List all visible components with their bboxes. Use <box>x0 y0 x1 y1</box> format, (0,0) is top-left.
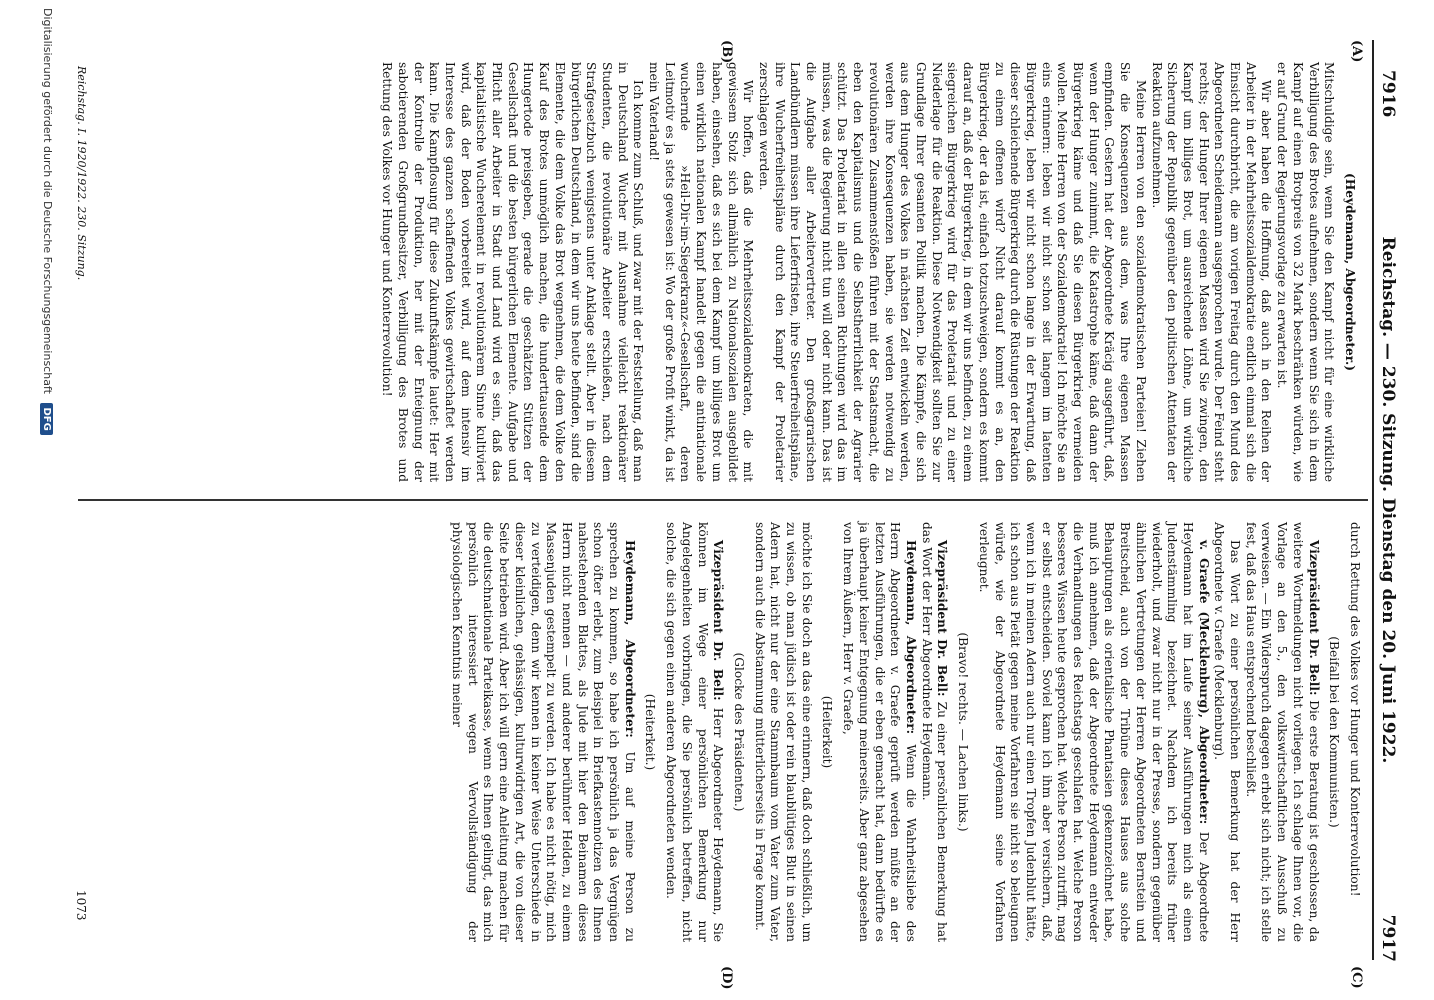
speech-text: Wenn die Wahrheitsliebe des Herrn Abgeordneten v. Graefe geprüft werden müßte an der letzten Ausführungen, die er eben gemacht hat, dann bedürfte es ja überhaupt keiner Entgegnung meinerseits. Aber ganz abgesehen von Ihrem Äußern, Herr v. Graefe, <box>841 522 919 943</box>
speech-text: Herr Abgeordneter Heydemann, Sie können im Wege einer persönlichen Bemerkung nur Angelegenheiten vorbringen, die Sie persönlich betreffen, nicht solche, die sich gegen einen anderen Abgeordneten wenden. <box>664 522 726 943</box>
speaker-name: Vizepräsident Dr. Bell: <box>935 540 950 697</box>
margin-letter-a: (A) <box>1349 40 1364 63</box>
footer-page-number: 1073 <box>74 890 88 921</box>
paragraph: Meine Herren von den sozialdemokratischen Parteien! Ziehen Sie die Konsequenzen aus dem, was Ihre eigenen Massen empfinden. Gestern hat der Abgeordnete Kräcig ausgeführt, daß, wenn der Hunger zunimmt, die Katastrophe käme, daß dann der Bürgerkrieg käme und daß Sie diesen Bürgerkrieg vermeiden wollen. Meine Herren von der Sozialdemokratie! Ich möchte Sie an eins erinnern: leben wir nicht schon seit langem im latenten Bürgerkrieg, leben wir nicht schon lange in der Erwartung, daß dieser schleichende Bürgerkrieg durch die Rüstungen der Reaktion zu einem offenen wird? Nicht darauf kommt es an, den Bürgerkrieg, der da ist, einfach totzuschweigen, sondern es kommt darauf an, daß der Bürgerkrieg, in dem wir uns befinden, zu einem siegreichen Bürgerkrieg wird für das Proletariat und zu einer Niederlage für die Reaktion. Diese Notwendigkeit sollten Sie zur Grundlage Ihrer gesamten Politik machen. Die Kämpfe, die sich aus dem Hunger des Volkes in nächsten Zeit entwickeln werden, werden ihre Konsequenzen haben, sie werden notwendig zu revolutionären Zusammenstößen führen mit der Staatsmacht, die eben den Kapitalismus und die Selbstherrlichkeit der Agrarier schützt. Das Proletariat in allen seinen Richtungen wird das im müssen, was die Regierung nicht tun will oder nicht kann. Das ist die Aufgabe aller Arbeitervertreter. Den großagrarischen Landbündlern müssen ihre Lieferfristen, ihre Steuerfreiheitspläne, ihre Wucherfreiheitspläne durch den Kampf der Proletarier zerschlagen werden. <box>756 62 1148 482</box>
paragraph: möchte ich Sie doch an das eine erinnern, daß doch schließlich, um zu wissen, ob man jüdisch ist oder rein blaublütiges Blut in seinen Adern hat, nicht nur der eine Stammbaum vom Vater zum Vater, sondern auch die Abstammung mütterlicherseits in Frage kommt. <box>752 522 814 942</box>
margin-letter-b: (B) <box>719 40 734 64</box>
running-speaker: (Heydemann, Abgeordneter.) <box>1343 172 1357 372</box>
reaction: (Glocke des Präsidenten.) <box>731 652 746 812</box>
speech-text: Um auf meine Person zu sprechen zu kommen, so habe ich persönlich ja das Vergnügen schon öfter erlebt, zum Beispiel in Briefkastennotizen des Ihnen nahestehenden Blattes, als Jude mit hier den Beinamen dieses Herrn nicht nennen — und anderer berühmter Helden, zu einem Massenjuden gestempelt zu werden. Ich habe es nicht nötig, mich zu verteidigen, denn wir kennen in keiner Weise Unterschiede in dieser kleinlichen, gehässigen, kulturwidrigen Art, die von dieser Seite betrieben wird. Aber ich will gern eine Anleitung machen für die deutschnationale Parteikasse, wenn es Ihnen gelingt, das mich persönlich interessiert wegen Vervollständigung der physiologischen Kenntnis meiner <box>450 522 637 942</box>
paragraph: Ich komme zum Schluß, und zwar mit der Feststellung, daß man in Deutschland Wucher mit Ausnahme vielleicht reaktionärer Studenten, die revolutionäre Arbeiter erschießen, nach dem Strafgesetzbuch wenigstens unter Anklage stellt. Aber in diesem bürgerlichen Deutschland, in dem wir uns heute befinden, sind die Elemente, die dem Volke das Brot wegnehmen, die dem Volke den Kauf des Brotes unmöglich machen, die hunderttausende dem Hungertode preisgeben, gerade die geschätzten Stützen der Gesellschaft und die besten bürgerlichen Elemente. Aufgabe und Pflicht aller Arbeiter in Stadt und Land wird es sein, daß das kapitalistische Wucherelement in revolutionärem Sinne kultiviert wird, daß der Boden vorbereitet wird, auf dem intensiv im Interesse des ganzen schaffenden Volkes gewirtschaftet werden kann. Die Kampflosung für diese Zukunftskämpfe lautet: Her mit der Kontrolle der Produktion, her mit der Enteignung der sabotierenden Großgrundbesitzer, Verbilligung des Brotes und Rettung des Volkes vor Hunger und Konterrevolution! <box>380 62 646 482</box>
paragraph: Wir aber haben die Hoffnung, daß auch in den Reihen der Arbeiter in der Mehrheitssozialdemokratie endlich einmal sich die Einsicht durchbricht, die am vorigen Freitag durch den Mund des Abgeordneten Scheidemann ausgesprochen wurde. Der Feind steht rechts; der Hunger Ihrer eigenen Massen wird Sie zwingen, den Kampf um billiges Brot, um ausreichende Löhne, um wirkliche Sicherung der Republik gegenüber den politischen Attentaten der Reaktion aufzunehmen. <box>1149 62 1274 482</box>
speaker-name: Vizepräsident Dr. Bell: <box>711 540 726 701</box>
reaction: (Beifall bei den Kommunisten.) <box>1327 636 1342 828</box>
digitization-text: Digitalisierung gefördert durch die Deutsche Forschungsgemeinschaft <box>41 8 54 394</box>
speaker-name: Heydemann, Abgeordneter: <box>622 540 637 738</box>
paragraph: Wir hoffen, daß die Mehrheitssozialdemokraten, die mit gewissem Stolz sich allmählich zu Nationalsozialen ausgebildet haben, einsehen, daß es sich bei dem Kampf um billiges Brot um einen wirklich nationalen Kampf handelt gegen die antinationale wuchernde »Heil-Dir-im-Siegerkranz«-Gesellschaft, deren Leitmotiv es ja stets gewesen ist: Wo der große Profit winkt, da ist mein Vaterland! <box>647 62 756 482</box>
left-page-number: 7916 <box>1378 70 1398 118</box>
left-column <box>378 62 1362 482</box>
digitization-note <box>40 8 54 435</box>
paragraph: Das Wort zu einer persönlichen Bemerkung hat der Herr Abgeordnete v. Graefe (Mecklenburg). <box>1212 522 1243 942</box>
margin-letter-c: (C) <box>1349 966 1364 989</box>
paragraph: durch Rettung des Volkes vor Hunger und Konterrevolution! <box>1348 522 1362 897</box>
speech-text: Zu einer persönlichen Bemerkung hat das Wort der Herr Abgeordnete Heydemann. <box>919 522 950 942</box>
speaker-name: Heydemann, Abgeordneter: <box>904 540 919 735</box>
speech-text: Der Abgeordnete Heydemann hat im Laufe seiner Ausführungen mich als einen Judenstämmling bezeichnet. Nachdem ich bereits früher wiederholt, und zwar nicht nur in der Presse, sondern gegenüber ähnlichen Vertretungen der Herren Abgeordneten Bernstein und Breitscheid, auch von der Tribüne dieses Hauses aus solche Behauptungen als orientalische Phantasien gekennzeichnet habe, muß ich annehmen, daß der Abgeordnete Heydemann entweder die Verhandlungen des Reichstags geschlafen hat. Welche Person besseres Wissen heute gesprochen hat. Welche Person zutrifft, mag er selbst entscheiden. Soviel kann ich ihm aber versichern, daß, wenn ich in meinen Adern auch nur einen Tropfen Judenblut hätte, ich schon aus Pietät gegen meine Vorfahren sie nicht so beleugnen würde, wie der Abgeordnete Heydemann seine Vorfahren verleugnet. <box>976 522 1211 942</box>
reaction: (Heiterkeit.) <box>643 693 658 771</box>
right-column <box>448 522 1362 942</box>
margin-letter-d: (D) <box>719 966 734 990</box>
speaker-name: Vizepräsident Dr. Bell: <box>1306 540 1321 696</box>
footer-session-note: Reichstag. I. 1920/1922. 230. Sitzung. <box>75 66 88 281</box>
header-rule <box>1372 40 1374 960</box>
column-divider <box>78 499 1368 501</box>
reaction: (Heiterkeit) <box>820 695 835 769</box>
right-page-number: 7917 <box>1378 914 1398 962</box>
paragraph: Mitschuldige sein, wenn Sie den Kampf nicht für eine wirkliche Verbilligung des Brotes aufnehmen, sondern wenn Sie sich in dem Kampf auf einen Brotpreis von 32 Mark beschränken würden, wie er auf Grund der Regierungsvorlage zu erwarten ist. <box>1275 62 1337 482</box>
dfg-logo-icon: DFG <box>40 403 53 434</box>
speaker-name: v. Graefe (Mecklenburg), Abgeordneter: <box>1196 540 1211 825</box>
page-header-title: Reichstag. — 230. Sitzung. Dienstag den 20. Juni 1922. <box>1378 236 1398 764</box>
reaction: (Bravo! rechts. — Lachen links.) <box>956 632 971 832</box>
speech-text: Die erste Beratung ist geschlossen, da weitere Wortmeldungen nicht vorliegen. Ich schlage Ihnen vor, die Vorlage an den 5., den volkswirtschaftlichen Ausschuß zu verweisen. — Ein Widerspruch dagegen erhebt sich nicht; ich stelle fest, daß das Haus entsprechend beschließt. <box>1243 522 1321 942</box>
